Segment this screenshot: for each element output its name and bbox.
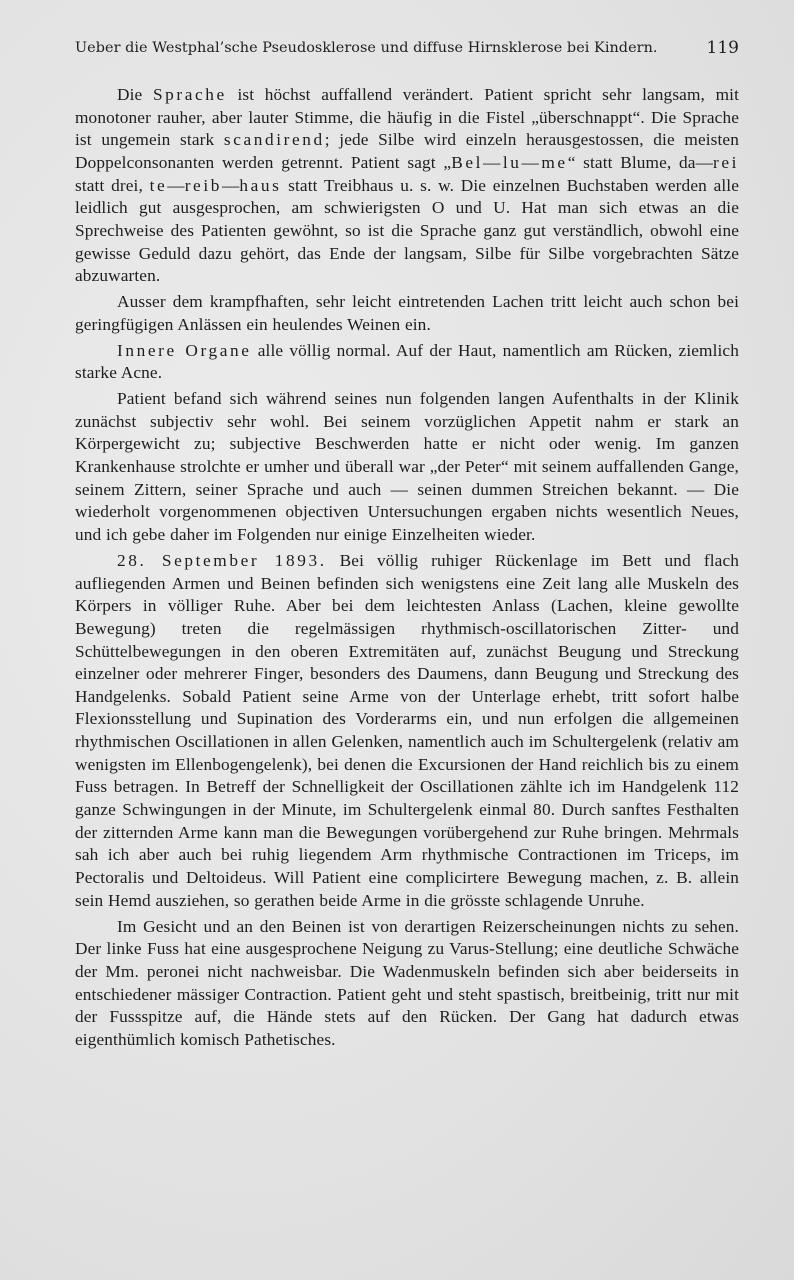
spaced-term: Sprache (152, 85, 227, 104)
text-span: Bei völlig ruhiger Rückenlage im Bett und flach aufliegenden Armen und Beinen befinden sich wenigstens eine Zeit lang alle Muskeln des Körpers in völliger Ruhe. Aber bei dem leichtesten Anlass (Lachen, kleine gewollte Bewegung) treten die regelmässigen rhythmisch-oscillatorischen Zitter- und Schüttelbewegungen in den oberen Extremitäten auf, zunächst Beugung und Streckung einzelner oder mehrerer Finger, besonders des Daumens, dann Beugung und Streckung des Handgelenks. Sobald Patient seine Arme von der Unterlage erhebt, tritt sofort halbe Flexionsstellung und Supination des Vorderarms ein, und nun erfolgen die allgemeinen rhythmischen Oscillationen in allen Gelenken, namentlich auch im Schultergelenk (relativ am wenigsten im Ellenbogengelenk), bei denen die Excursionen der Hand reichlich bis zu einem Fuss betragen. In Betreff der Schnelligkeit der Oscillationen zählte ich im Handgelenk 112 ganze Schwingungen in der Minute, im Schultergelenk einmal 80. Durch sanftes Festhalten der zitternden Arme kann man die Bewegungen vorübergehend zur Ruhe bringen. Mehrmals sah ich aber auch bei ruhig liegendem Arm rhythmische Contractionen im Triceps, im Pectoralis und Deltoideus. Will Patient eine complicirtere Bewegung machen, z. B. allein sein Hemd ausziehen, so gerathen beide Arme in die grösste schlagende Unruhe. (75, 550, 739, 910)
spaced-term: Innere Organe (117, 340, 252, 360)
text-span: — (167, 175, 185, 195)
date-heading: 28. September 1893. (117, 550, 327, 570)
paragraph-lachen: Ausser dem krampfhaften, sehr leicht eintretenden Lachen tritt leicht auch schon bei geringfügigen Anlässen ein heulendes Weinen ein. (75, 292, 739, 334)
running-header (75, 36, 739, 60)
spaced-term: te (149, 175, 168, 195)
text-span: “ statt Blume, da— (567, 152, 713, 172)
spaced-term: rei (712, 152, 740, 172)
spaced-term: scandirend (223, 130, 325, 150)
page-edge (794, 0, 800, 1280)
text-span: ; jede Silbe wird einzeln herausgestossen, die meisten Doppelconsonanten werden getrennt. Patient sagt „ (75, 130, 739, 172)
header-title: Ueber die Westphal’sche Pseudosklerose und diffuse Hirnsklerose bei Kindern. (75, 40, 658, 56)
body-text (75, 84, 739, 1055)
spaced-term: haus (239, 175, 282, 195)
paragraph-sprache (75, 84, 739, 288)
page-number: 119 (706, 38, 739, 58)
paragraph-september (75, 550, 739, 913)
text-span: — (221, 175, 240, 195)
text-span: statt drei, (75, 175, 150, 195)
spaced-term: Bel—lu—me (451, 152, 568, 172)
paragraph-innere-organe (75, 340, 739, 385)
paragraph-aufenthalt: Patient befand sich während seines nun folgenden langen Aufenthalts in der Klinik zunächst subjectiv sehr wohl. Bei seinem vorzüglichen Appetit nahm er stark an Körpergewicht zu; subjective Beschwerden hatte er nicht oder wenig. Im ganzen Krankenhause strolchte er umher und überall war „der Peter“ mit seinem auffallenden Gange, seinem Zittern, seiner Sprache und auch — seinen dummen Streichen bekannt. — Die wiederholt vorgenommenen objectiven Untersuchungen ergaben nichts wesentlich Neues, und ich gebe daher im Folgenden nur einige Einzelheiten wieder. (75, 389, 739, 545)
text-span: statt Treibhaus u. s. w. Die einzelnen Buchstaben werden alle leidlich gut ausgesprochen, am schwierigsten O und U. Hat man sich etwas an die Sprechweise des Patienten gewöhnt, so ist die Sprache ganz gut verständlich, obwohl eine gewisse Geduld dazu gehört, das Ende der langsam, Silbe für Silbe vorgebrachten Sätze abzuwarten. (75, 175, 740, 286)
paragraph-gesicht: Im Gesicht und an den Beinen ist von derartigen Reizerscheinungen nichts zu sehen. Der linke Fuss hat eine ausgesprochene Neigung zu Varus-Stellung; eine deutliche Schwäche der Mm. peronei nicht nachweisbar. Die Wadenmuskeln befinden sich aber beiderseits in entschiedener mässiger Contraction. Patient geht und steht spastisch, breitbeinig, tritt nur mit der Fussspitze auf, die Hände stets auf den Rücken. Der Gang hat dadurch etwas eigenthümlich komisch Pathetisches. (75, 916, 739, 1049)
text-span: ist höchst auffallend verändert. Patient spricht sehr langsam, mit monotoner rauher, aber lauter Stimme, die häufig in die Fistel „überschnappt“. Die Sprache ist ungemein stark (75, 85, 739, 150)
text-span: alle völlig normal. Auf der Haut, namentlich am Rücken, ziemlich starke Acne. (75, 340, 739, 383)
spaced-term: reib (184, 175, 222, 195)
text-span: Die (117, 85, 153, 104)
